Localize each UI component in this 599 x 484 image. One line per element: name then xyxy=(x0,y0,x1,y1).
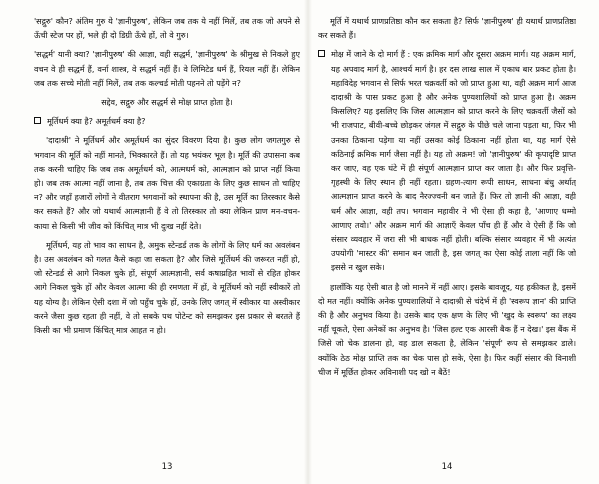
question-murtidharma xyxy=(34,114,300,128)
paragraph-pranpratishtha: मूर्ति में यथार्थ प्राणप्रतिष्ठा कौन कर सकता है? सिर्फ 'ज्ञानीपुरुष' ही यथार्थ प्राणप्रतिष्ठा कर सकते हैं। xyxy=(318,16,576,41)
paragraph-moksha: सद्देव, सद्गुरु और सद्धर्म से मोक्ष प्राप्त होता है। xyxy=(101,97,233,108)
page-number: 13 xyxy=(161,462,173,472)
akram-text: मोक्ष में जाने के दो मार्ग हैं : एक क्रमिक मार्ग और दूसरा अक्रम मार्ग। यह अक्रम मार्ग, यह अपवाद मार्ग है, आश्चर्य मार्ग है। हर दस लाख साल में एकाध बार प्रकट होता है। महाविदेह भगवान से सिर्फ भरत चक्रवर्ती को जो प्राप्त हुआ था, वही अक्रम मार्ग आज दादाश्री के पास प्रकट हुआ है और अनेक पुण्यशालियों को प्राप्त हुआ है। अक्रम किसलिए? यह इसलिए कि जिस आत्मज्ञान को प्राप्त करने के लिए चक्रवर्ती जैसों को भी राजपाट, बीवी-बच्चे छोड़कर जंगल में सद्गुरु के पीछे चले जाना पड़ता था, फिर भी उनका ठिकाना पड़ेगा या नहीं उसका कोई ठिकाना नहीं होता था, यह मार्ग ऐसे कठिनाई क्रमिक मार्ग जैसा नहीं है। यह तो अक्रम! जो 'ज्ञानीपुरुष' की कृपादृष्टि प्राप्त कर जाए, वह एक घंटे में ही संपूर्ण आत्मज्ञान प्राप्त कर जाता है। और फिर प्रवृत्ति-गृहस्थी के लिए स्थान ही नहीं रहता। ग्रहण-त्याग रूपी साधन, साधना बंधु अर्थात् आत्मज्ञान प्राप्त करने के बाद नैरज्ज्वनी बन जाते हैं। फिर तो ज्ञानी की आज्ञा, वही धर्म और आज्ञा, वही तप। भगवान महावीर ने भी ऐसा ही कहा है, 'आणाए धम्मो आणाए तवो।' और अक्रम मार्ग की आज्ञाएँ केवल पाँच ही हैं और वे ऐसी हैं कि जो संसार व्यवहार में जरा सी भी बाधक नहीं होती। बल्कि संसार व्यवहार में भी अत्यंत उपयोगी 'मास्टर की' समान बन जाती है, इस जगत् का ऐसा कोई ताला नहीं कि जो इससे न खुल सके। xyxy=(331,49,576,273)
right-page xyxy=(318,14,576,474)
answer-paragraph: मूर्तिधर्म, यह तो भाव का साधन है, अमुक स्टेन्डर्ड तक के लोगों के लिए धर्म का अवलंबन है। उस अवलंबन को गलत कैसे कहा जा सकता है? और जिसे मूर्तिधर्म की जरूरत नहीं हो, जो स्टेन्डर्ड से आगे निकल चुके हों, संपूर्ण आत्मज्ञानी, सर्व कषाय्रहित भावों से रहित होकर आगे निकल चुके हों और केवल आत्मा की ही रमणता में हों, वे मूर्तिधर्म को नहीं स्वीकारें तो यह योग्य है। लेकिन ऐसी दशा में जो पहुँच चुके हों, उनके लिए जगत् में स्वीकार या अस्वीकार करने जैसा कुछ रहता ही नहीं, वे तो सबके पथ पोटेन्ट को समझकर इस प्रकार से बरतते हैं किसी का भी प्रमाण किंचित् मात्र आहत न हो। xyxy=(34,239,300,336)
page-number: 14 xyxy=(441,462,453,472)
book-gutter xyxy=(304,0,312,484)
checkbox-bullet-icon xyxy=(34,117,41,124)
question-text: मूर्तिधर्म क्या है? अमूर्तधर्म क्या है? xyxy=(47,116,146,127)
left-page xyxy=(34,14,300,474)
paragraph-akram-marg xyxy=(318,47,576,274)
paragraph-sadguru: 'सद्गुरु' कौन? अंतिम गुरु ये 'ज्ञानीपुरुष', लेकिन जब तक ये नहीं मिलें, तब तक जो अपने से ऊँची स्टेज पर हों, भले ही दो डिग्री ऊँचे हों, तो वे गुरु। xyxy=(34,16,300,41)
answer-paragraph: हालाँकि यह ऐसी बात है जो मानने में नहीं आए। इसके बावजूद, यह हकीकत है, इसमें दो मत नहीं। क्योंकि अनेक पुण्यशालियों ने दादाश्री से चंदेर्भ में ही 'स्वरूप ज्ञान' की प्राप्ति की है और अनुभव किया है। उसके बाद एक क्षण के लिए भी 'खुद के स्वरूप' का लक्ष्य नहीं चूकते, ऐसा अनेकों का अनुभव है। 'जिस हल्ट एक आरसी बैक हैं न देख।' इस बैंक में जिसे जो चेक डालना हो, वह डाल सकता है, लेकिन 'संपूर्ण' रूप से समझकर डाले। क्योंकि ठेठ मोक्ष प्राप्ति तक का चेक पास हो सके, ऐसा है। फिर कहीं संसार की विनाशी चीज में मूर्छित होकर अविनाशी पद खो न बैठें! xyxy=(318,281,576,377)
paragraph-saddharma: 'सद्धर्म' यानी क्या? 'ज्ञानीपुरुष' की आज्ञा, वही सद्धर्म, 'ज्ञानीपुरुष' के श्रीमुख से निकले हुए वचन वे ही सद्धर्म हैं, वर्ना शास्त्र, वे सद्धर्म नहीं हैं। वे लिमिटेड धर्म हैं, रियल नहीं हैं। लेकिन जब तक सच्चे मोती नहीं मिलें, तब तक कल्चर्ड मोती पहनने तो पड़ेंगे न? xyxy=(34,49,300,88)
checkbox-bullet-icon xyxy=(318,50,325,57)
answer-paragraph: 'दादाश्री' ने मूर्तिधर्म और अमूर्तधर्म का सुंदर विवरण दिया है। कुछ लोग जगतगुरु से भगवान की मूर्ति को नहीं मानते, भिक्कारते हैं। तो यह भयंकर भूल है। मूर्ति की उपासना कब तक करनी चाहिए कि जब तक अमूर्तधर्म को, आत्मधर्म को, आत्मज्ञान को प्राप्त नहीं किया हो। जब तक आत्मा नहीं जाना है, तब तक चित्त की एकाग्रता के लिए कुछ साधन तो चाहिए न? और जहाँ हजारों लोगों ने वीतराग भगवानों को स्थापना की है, उस मूर्ति का तिरस्कार कैसे कर सकते हैं? और जो यथार्थ आत्मज्ञानी हैं वे तो तिरस्कार तो क्या लेकिन प्राण मन-वचन-काया से किसी भी जीव को किंचित् मात्र भी दुःख नहीं देते। xyxy=(34,135,300,231)
